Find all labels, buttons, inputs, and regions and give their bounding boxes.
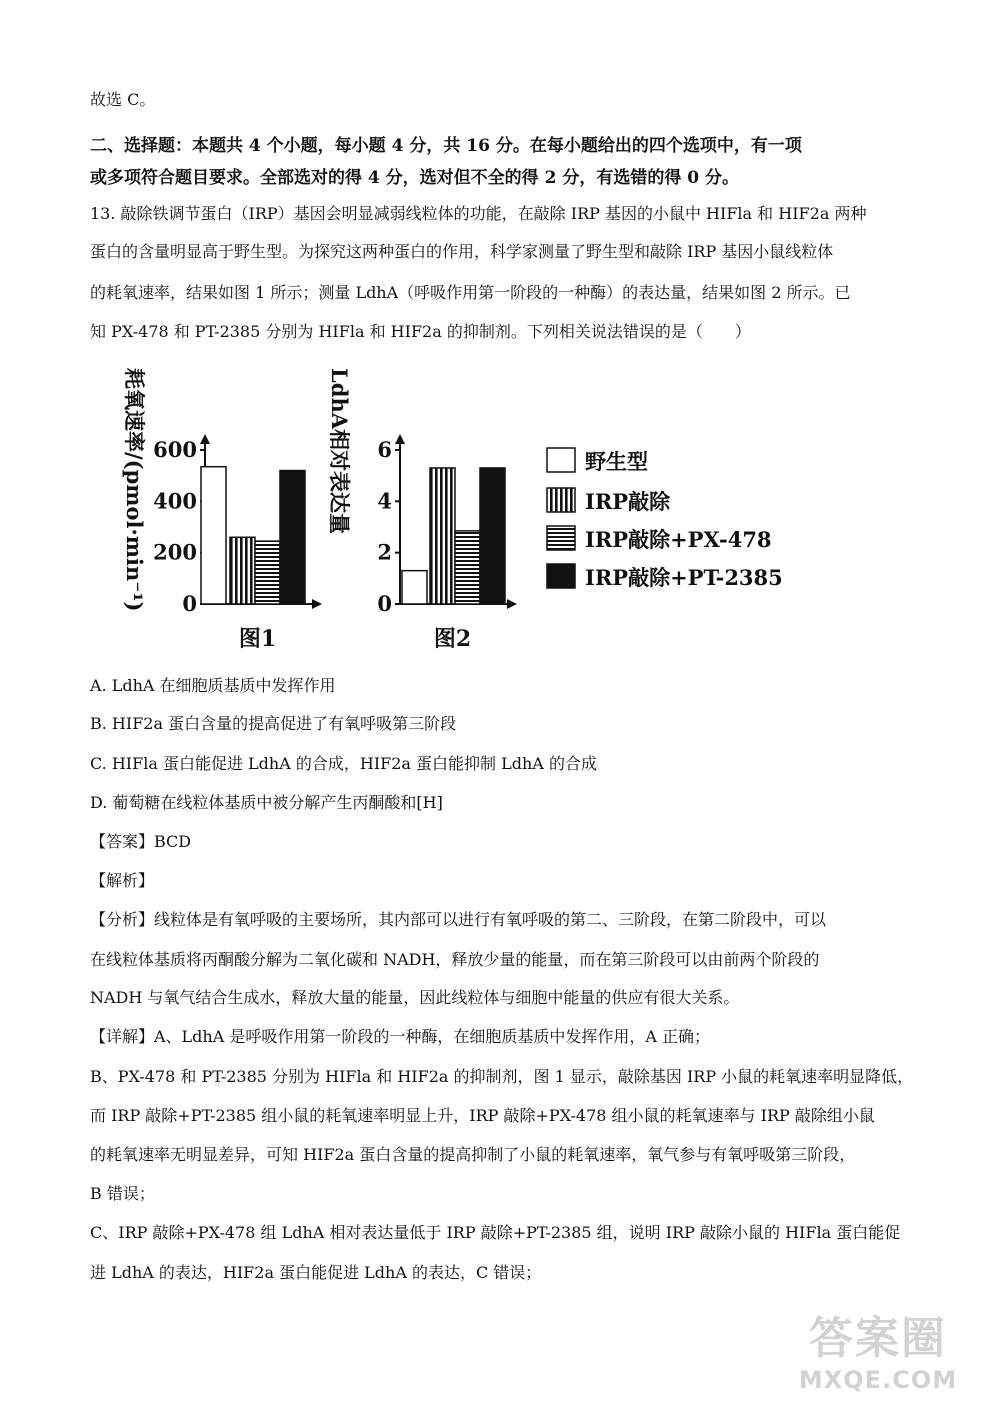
analysis-label: 【解析】 [90, 871, 155, 890]
analysis-line-3: NADH 与氧气结合生成水，释放大量的能量，因此线粒体与细胞中能量的供应有很大关系。 [90, 988, 740, 1007]
question-line-3: 的耗氧速率，结果如图 1 所示；测量 LdhA（呼吸作用第一阶段的一种酶）的表达量，结果如图 2 所示。已 [90, 283, 851, 302]
option-b: B. HIF2a 蛋白含量的提高促进了有氧呼吸第三阶段 [90, 714, 457, 733]
chart-1-title: 图1 [238, 626, 277, 652]
option-d: D. 葡萄糖在线粒体基质中被分解产生丙酮酸和[H] [90, 793, 443, 812]
chart-2-tick-label: 0 [377, 591, 392, 616]
legend-swatch-1 [547, 448, 575, 472]
detail-line-7: 进 LdhA 的表达，HIF2a 蛋白能促进 LdhA 的表达，C 错误； [90, 1263, 542, 1282]
chart-1-x-arrow [312, 599, 322, 609]
section-heading-line-1: 二、选择题：本题共 4 个小题，每小题 4 分，共 16 分。在每小题给出的四个选项中，有一项 [90, 136, 802, 156]
chart-2-bar-2 [430, 468, 455, 604]
detail-line-3: 而 IRP 敲除+PT-2385 组小鼠的耗氧速率明显上升，IRP 敲除+PX-478 组小鼠的耗氧速率与 IRP 敲除组小鼠 [90, 1106, 875, 1125]
option-a: A. LdhA 在细胞质基质中发挥作用 [90, 676, 336, 695]
question-line-2: 蛋白的含量明显高于野生型。为探究这两种蛋白的作用，科学家测量了野生型和敲除 IRP 基因小鼠线粒体 [90, 242, 834, 261]
legend-swatch-2 [547, 488, 575, 512]
legend-swatch-3 [547, 526, 575, 550]
watermark-en: MXQE.COM [798, 1366, 958, 1394]
detail-line-1: 【详解】A、LdhA 是呼吸作用第一阶段的一种酶，在细胞质基质中发挥作用，A 正确； [90, 1027, 711, 1046]
analysis-line-1: 【分析】线粒体是有氧呼吸的主要场所，其内部可以进行有氧呼吸的第二、三阶段，在第二阶段中，可以 [90, 910, 827, 929]
detail-line-6: C、IRP 敲除+PX-478 组 LdhA 相对表达量低于 IRP 敲除+PT-2385 组，说明 IRP 敲除小鼠的 HIFla 蛋白能促 [90, 1223, 901, 1242]
chart-1-tick-label: 600 [153, 437, 197, 462]
legend-label-3: IRP敲除+PX-478 [585, 527, 772, 552]
legend-label-4: IRP敲除+PT-2385 [585, 565, 783, 590]
question-line-4: 知 PX-478 和 PT-2385 分别为 HIFla 和 HIF2a 的抑制剂。下列相关说法错误的是（ ） [90, 322, 751, 341]
chart-1-bar-4 [280, 471, 305, 604]
chart-2-ylabel: LdhA相对表达量 [327, 368, 352, 535]
chart-2-tick-label: 6 [377, 437, 392, 462]
watermark-cn: 答案圈 [809, 1313, 947, 1364]
chart-1-bar-1 [201, 467, 226, 604]
chart-1-tick-label: 0 [182, 591, 197, 616]
detail-line-5: B 错误； [90, 1184, 155, 1203]
chart-1-tick-label: 200 [153, 539, 197, 565]
chart-2-y-arrow [395, 434, 405, 444]
chart-2-title: 图2 [433, 626, 472, 652]
legend-swatch-4 [547, 564, 575, 588]
question-line-1: 13. 敲除铁调节蛋白（IRP）基因会明显减弱线粒体的功能，在敲除 IRP 基因的小鼠中 HIFla 和 HIF2a 两种 [90, 204, 867, 223]
chart-2-bar-1 [402, 571, 427, 604]
chart-2 [327, 368, 517, 652]
chart-1-ylabel: 耗氧速率/(pmol·min⁻¹) [122, 368, 147, 612]
answer-line: 【答案】BCD [90, 832, 192, 851]
option-c: C. HIFla 蛋白能促进 LdhA 的合成，HIF2a 蛋白能抑制 LdhA 的合成 [90, 754, 597, 773]
section-heading-line-2: 或多项符合题目要求。全部选对的得 4 分，选对但不全的得 2 分，有选错的得 0 分。 [90, 168, 739, 188]
chart-2-x-arrow [507, 599, 517, 609]
chart-1-bar-2 [230, 537, 255, 604]
chart-1-tick-label: 400 [153, 488, 197, 514]
previous-answer-line: 故选 C。 [90, 90, 156, 109]
chart-2-bar-4 [480, 468, 505, 604]
chart-1 [122, 368, 322, 652]
chart-2-tick-label: 4 [377, 488, 392, 514]
watermark [778, 1312, 978, 1402]
chart-2-bar-3 [455, 531, 480, 604]
analysis-line-2: 在线粒体基质将丙酮酸分解为二氧化碳和 NADH，释放少量的能量，而在第三阶段可以由前两个阶段的 [90, 950, 820, 969]
figure-charts [95, 368, 795, 658]
detail-line-2: B、PX-478 和 PT-2385 分别为 HIFla 和 HIF2a 的抑制剂，图 1 显示，敲除基因 IRP 小鼠的耗氧速率明显降低， [90, 1067, 914, 1086]
legend-label-2: IRP敲除 [585, 489, 671, 514]
legend [547, 448, 783, 590]
chart-1-bar-3 [255, 541, 280, 604]
detail-line-4: 的耗氧速率无明显差异，可知 HIF2a 蛋白含量的提高抑制了小鼠的耗氧速率，氧气参与有氧呼吸第三阶段， [90, 1145, 856, 1164]
legend-label-1: 野生型 [585, 449, 648, 474]
chart-2-tick-label: 2 [377, 539, 392, 565]
chart-1-y-arrow [200, 434, 210, 444]
